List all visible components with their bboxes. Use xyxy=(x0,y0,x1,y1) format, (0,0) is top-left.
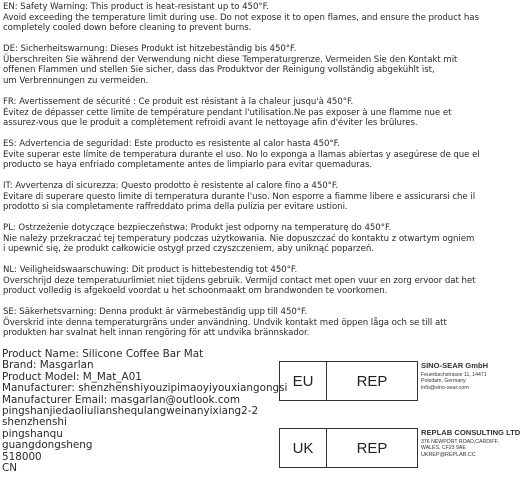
product-info-line: guangdongsheng xyxy=(2,439,93,452)
warning-line: Nie należy przekraczać tej temperatury podczas użytkowania. Nie dopuszczać do kontaktu z otwartym ogniem xyxy=(3,233,475,244)
eu-rep-info xyxy=(421,361,501,391)
warning-line: PL: Ostrzeżenie dotyczące bezpieczeństwa: Produkt jest odporny na temperaturę do 450°F. xyxy=(3,223,392,233)
product-info-line: 518000 xyxy=(2,450,42,463)
uk-rep-address: 376 NEWPORT ROAD,CARDIFF, WALES, CF23 9AE xyxy=(421,439,499,452)
warning-line: prodotto si sia completamente raffreddato prima della pulizia per evitare ustioni. xyxy=(3,202,348,213)
uk-rep-email: UKREP@REPLAB.CC xyxy=(421,451,476,458)
product-info xyxy=(2,348,288,475)
uk-rep-info xyxy=(421,428,520,458)
warning-line: Overschrijd deze temperatuurlimiet niet tijdens gebruik. Vermijd contact met open vuur en zorg ervoor dat het xyxy=(3,275,476,286)
warning-line: Evitare di superare questo limite di temperatura durante l'uso. Non esporre a fiamme libere e assicurarsi che il xyxy=(3,191,476,202)
product-info-line: shenzhenshi xyxy=(2,416,67,429)
product-info-line: Manufacturer Email: masgarlan@outlook.com xyxy=(2,393,241,406)
warning-line: FR: Avertissement de sécurité : Ce produit est résistant à la chaleur jusqu'à 450°F. xyxy=(3,97,354,107)
warning-line: Avoid exceeding the temperature limit during use. Do not expose it to open flames, and ensure the product has xyxy=(3,12,479,23)
warning-line: offenen Flammen und stellen Sie sicher, dass das Produktvor der Reinigung vollständig abgekühlt ist, xyxy=(3,65,435,76)
product-info-line: Manufacturer: shenzhenshiyouzipimaoyiyouxiangongsi xyxy=(2,382,288,395)
warning-line: SE: Säkerhetsvarning: Denna produkt är värmebeständig upp till 450°F. xyxy=(3,307,308,317)
eu-rep-email: info@sino-sear.com xyxy=(421,384,469,391)
product-info-line: CN xyxy=(2,462,18,475)
product-info-line: pingshanjiedaoliulianshequlangweinanyixiang2-2 xyxy=(2,405,259,418)
warning-line: producto se haya enfriado completamente antes de limpiarlo para evitar quemaduras. xyxy=(3,160,373,171)
uk-rep-box xyxy=(279,428,418,468)
warning-line: DE: Sicherheitswarnung: Dieses Produkt ist hitzebeständig bis 450°F. xyxy=(3,44,297,54)
warning-line: EN: Safety Warning: This product is heat-resistant up to 450°F. xyxy=(3,2,269,12)
eu-label: EU xyxy=(280,362,327,400)
warning-paragraph xyxy=(3,2,497,34)
eu-rep-address: Feuerbachstrasse 11, 14471 Potsdam, Germany xyxy=(421,372,487,385)
warning-line: um Verbrennungen zu vermeiden. xyxy=(3,75,149,86)
warning-line: NL: Veiligheidswaarschuwing: Dit product is hittebestendig tot 450°F. xyxy=(3,265,298,275)
warning-line: completely cooled down before cleaning to prevent burns. xyxy=(3,23,252,34)
warning-line: Überschreiten Sie während der Verwendung nicht diese Temperaturgrenze. Vermeiden Sie den Kontakt mit xyxy=(3,54,458,65)
warning-paragraph xyxy=(3,307,497,339)
product-info-line: Product Model: M_Mat_A01 xyxy=(2,370,142,383)
warning-line: product volledig is afgekoeld voordat u het schoonmaakt om brandwonden te voorkomen. xyxy=(3,286,388,297)
warning-line: Évitez de dépasser cette limite de température pendant l'utilisation.Ne pas exposer à une flamme nue et xyxy=(3,107,452,118)
warning-line: produkten har svalnat helt innan rengöring för att undvika brännskador. xyxy=(3,328,310,339)
warning-line: Överskrid inte denna temperaturgräns under användning. Undvik kontakt med öppen låga och se till att xyxy=(3,317,447,328)
uk-label: UK xyxy=(280,429,327,467)
uk-rep-company: REPLAB CONSULTING LTD xyxy=(421,428,520,437)
warning-line: i upewnić się, że produkt całkowicie ostygł przed czyszczeniem, aby uniknąć poparzeń. xyxy=(3,244,374,255)
product-info-line: Product Name: Silicone Coffee Bar Mat xyxy=(2,348,204,360)
warning-paragraph xyxy=(3,181,497,213)
product-info-line: pingshanqu xyxy=(2,427,63,440)
product-info-line: Brand: Masgarlan xyxy=(2,359,94,372)
eu-rep-company: SINO-SEAR GmbH xyxy=(421,361,489,370)
warning-line: Evite superar este límite de temperatura durante el uso. No lo exponga a llamas abiertas y asegúrese de que el xyxy=(3,149,480,160)
warning-line: IT: Avvertenza di sicurezza: Questo prodotto è resistente al calore fino a 450°F. xyxy=(3,181,339,191)
eu-rep-label: REP xyxy=(356,372,388,390)
warning-line: assurez-vous que le produit a complètement refroidi avant le nettoyage afin d'éviter les brûlures. xyxy=(3,118,418,129)
warning-paragraph xyxy=(3,44,497,86)
warning-paragraph xyxy=(3,265,497,297)
warning-line: ES: Advertencia de seguridad: Este producto es resistente al calor hasta 450°F. xyxy=(3,139,340,149)
warning-paragraph xyxy=(3,97,497,129)
warning-paragraph xyxy=(3,139,497,171)
warning-paragraph xyxy=(3,223,497,255)
uk-rep-label: REP xyxy=(356,439,388,457)
eu-rep-box xyxy=(279,361,418,401)
